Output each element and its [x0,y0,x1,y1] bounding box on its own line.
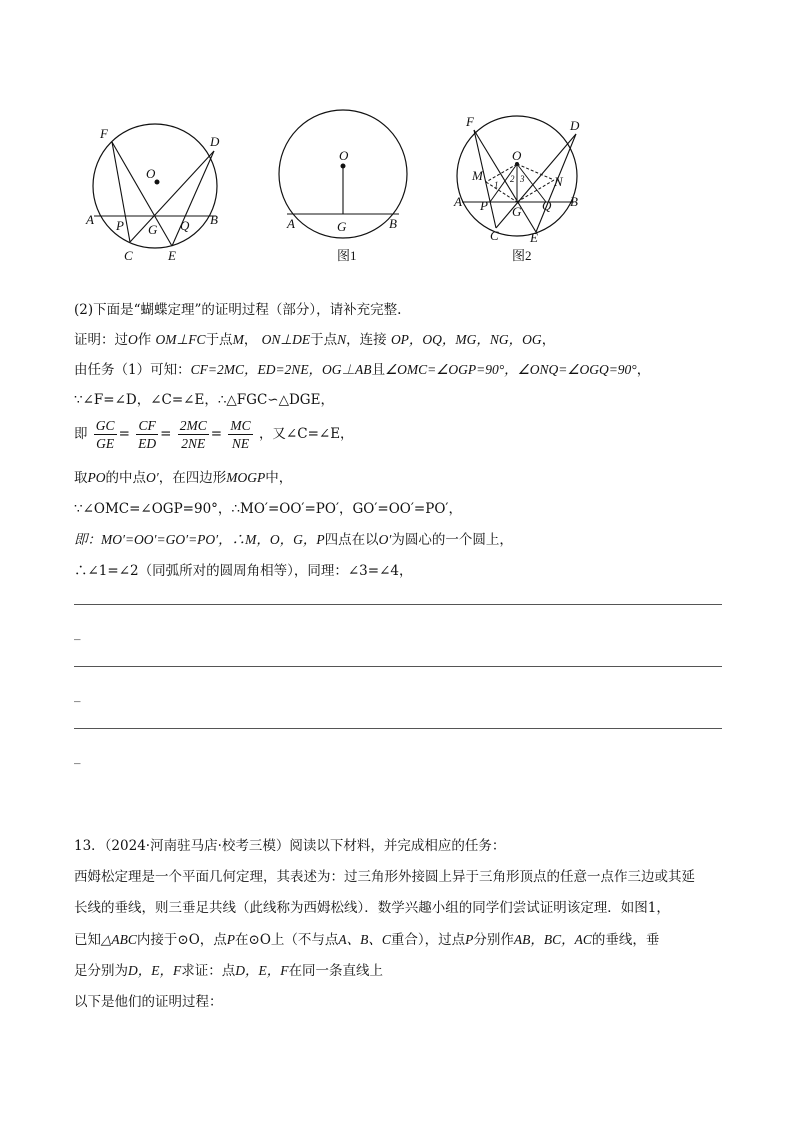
q13-line-4: 已知△ABC内接于⊙O，点P在⊙O上（不与点A、B、C重合），过点P分别作AB，BC，AC的垂线，垂 [74,932,660,948]
label-F: F [100,126,108,141]
part2-title: (2)下面是“蝴蝶定理”的证明过程（部分），请补充完整. [74,302,402,318]
proof-line-6: ∵∠OMC=∠OGP=90°，∴MO′=OO′=PO′，GO′=OO′=PO′， [74,501,462,517]
figure-1 [275,100,425,270]
label-O: O [146,166,156,181]
label-D: D [210,134,220,149]
label-O: O [512,148,522,163]
proof-line-8: ∴∠1=∠2（同弧所对的圆周角相等），同理：∠3=∠4， [74,563,413,579]
label-M: M [472,168,483,183]
label-A: A [86,212,94,227]
label-E: E [168,248,176,263]
q13-header: 13．（2024·河南驻马店·校考三模）阅读以下材料，并完成相应的任务： [74,838,506,854]
figure-1-caption: 图1 [337,248,357,263]
answer-line-1[interactable] [74,604,722,605]
butterfly-figure [82,118,242,268]
fraction-mc-ne: $\frac{MC}{NE}$ [230,418,251,451]
fraction-2mc-2ne: $\frac{2MC}{2NE}$ [179,418,207,451]
proof-line-7: 即：MO′=OO′=GO′=PO′，∴M，O，G，P四点在以O′为圆心的一个圆上， [74,532,513,548]
angle-1: 1 [494,180,499,190]
label-G: G [512,204,522,219]
fraction-gc-ge: $\frac{GC}{GE}$ [95,418,115,451]
proof-line-1: 证明：过O作 OM⊥FC于点M， ON⊥DE于点N，连接 OP，OQ，MG，NG，OG， [74,332,556,348]
label-F: F [466,114,474,129]
figure-2 [450,112,600,272]
q13-line-6: 以下是他们的证明过程： [74,994,223,1010]
label-G: G [337,219,347,234]
angle-2: 2 [510,174,515,184]
q13-line-2: 西姆松定理是一个平面几何定理，其表述为：过三角形外接圆上异于三角形顶点的任意一点作三边或其延 [74,869,695,885]
label-C: C [124,248,133,263]
label-Q: Q [180,218,190,233]
label-N: N [554,174,563,189]
proof-line-5: 取PO的中点O′，在四边形MOGP中， [74,470,293,486]
q13-line-5: 足分别为D，E，F求证：点D，E，F在同一条直线上 [74,963,383,979]
q13-line-3: 长线的垂线，则三垂足共线（此线称为西姆松线）．数学兴趣小组的同学们尝试证明该定理．如图1， [74,900,670,916]
label-O: O [339,148,349,163]
blank-mark-1: _ [74,626,81,641]
label-Q: Q [542,198,552,213]
label-G: G [148,222,158,237]
label-P: P [116,218,124,233]
angle-3: 3 [520,174,525,184]
figure-2-caption: 图2 [512,248,532,263]
proof-line-4: 即 $\frac{GC}{GE}$ = $\frac{CF}{ED}$ = $\frac{2MC}{2NE}$ = $\frac{MC}{NE}$ ，又∠C=∠E， [74,418,354,451]
label-A: A [287,216,295,231]
answer-line-3[interactable] [74,728,722,729]
label-D: D [570,118,580,133]
label-B: B [389,216,397,231]
label-B: B [210,212,218,227]
blank-mark-3: _ [74,750,81,765]
blank-mark-2: _ [74,688,81,703]
proof-line-3: ∵∠F=∠D，∠C=∠E，∴△FGC∽△DGE， [74,392,334,408]
label-A: A [454,194,462,209]
label-B: B [570,194,578,209]
label-C: C [490,228,499,243]
answer-line-2[interactable] [74,666,722,667]
label-E: E [530,230,538,245]
proof-line-2: 由任务（1）可知：CF=2MC，ED=2NE，OG⊥AB且∠OMC=∠OGP=90°，∠ONQ=∠OGQ=90°， [74,362,651,378]
fraction-cf-ed: $\frac{CF}{ED}$ [138,418,157,451]
label-P: P [480,198,488,213]
